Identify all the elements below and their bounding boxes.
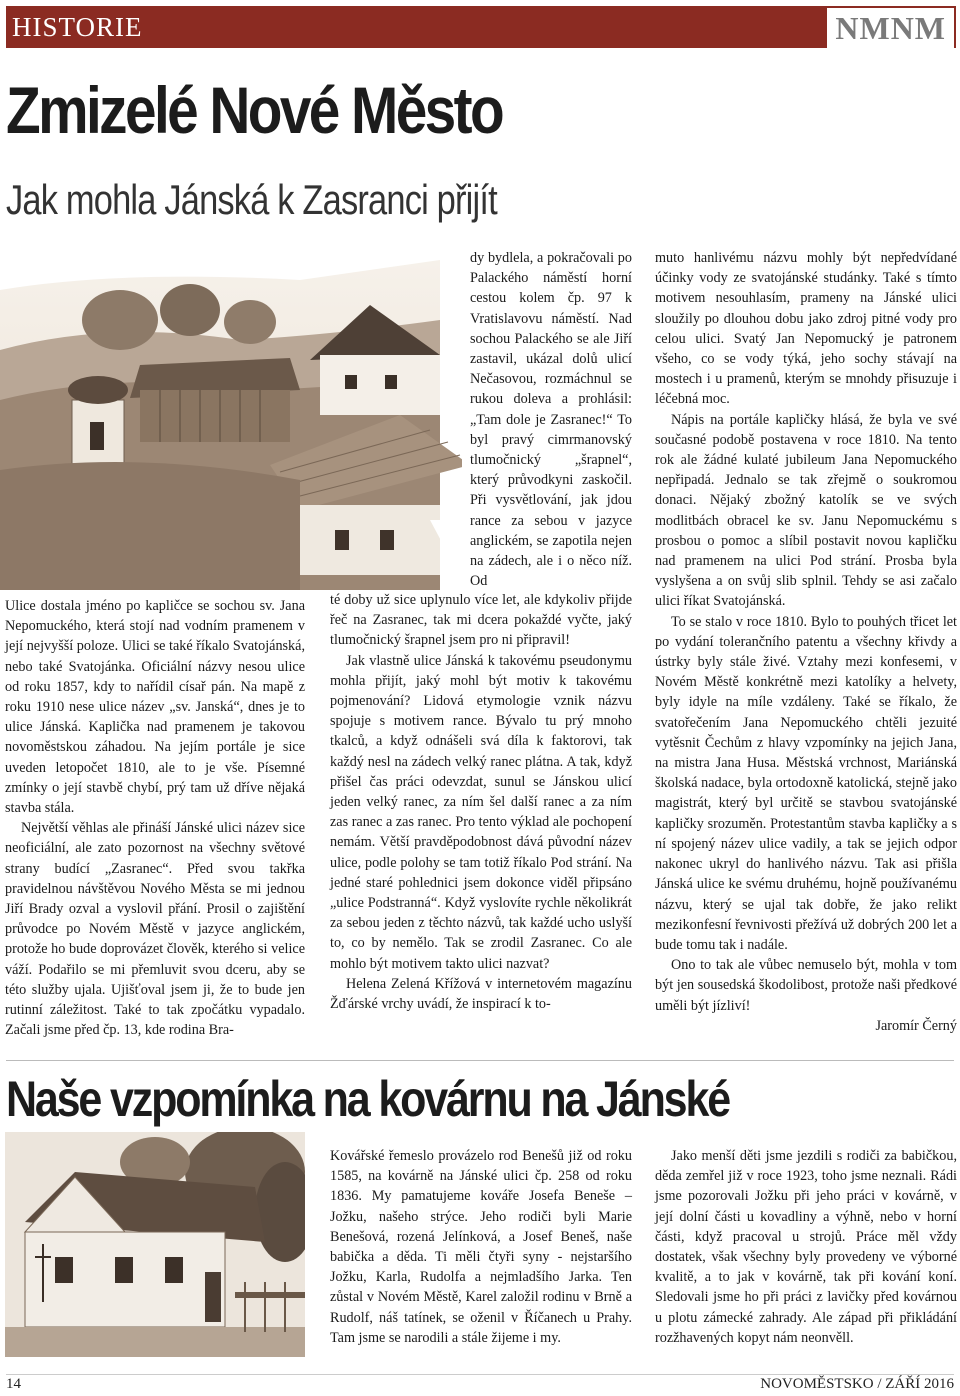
article-paragraph: té doby už sice uplynulo více let, ale kdykoliv přijde řeč na Zasranec, tak mi dcera pokaždé vyčte, jaký tlumočnický šrapnel jsem pro ni připravil! — [330, 592, 632, 649]
footer-divider — [6, 1374, 954, 1375]
article-paragraph: dy bydlela, a pokračovali po Palackého náměstí horní cestou kolem čp. 97 k Vratislavovu náměstí. Nad sochou Palackého se ale Jiří zastavil, ukázal dolů ulicí Nečasovou, rozmáchnul se rukou doleva a prohlásil: „Tam dole je Zasranec!“ To byl pravý cimrmanovský tlumočnický „šrapnel“, který průvodkyni zaskočil. Při vysvětlování, jak jdou rance za sebou v jazyce anglickém, se zapotila nejen na zádech, ale i o něco níž. Od — [470, 250, 632, 590]
article-divider — [6, 1060, 954, 1061]
article-column-2-top — [470, 248, 632, 591]
article-column-3 — [655, 248, 957, 1036]
article-column-2 — [330, 590, 632, 1014]
article-paragraph: Ono to tak ale vůbec nemuselo být, mohla v tom být jen sousedská škodolibost, protože naši předkové uměli být jízliví! — [655, 957, 957, 1014]
article2-title: Naše vzpomínka na kovárnu na Jánské — [6, 1071, 729, 1127]
page-number: 14 — [6, 1376, 21, 1392]
article-title: Zmizelé Nové Město — [6, 73, 503, 147]
chapel-photo — [0, 250, 462, 590]
section-label: HISTORIE — [12, 12, 143, 42]
section-header-bar — [6, 6, 956, 48]
article-paragraph: muto hanlivému názvu mohly být nepředvídané účinky vody ze svatojánské studánky. Také s tímto motivem nesouhlasím, prameny na Jánské ulici sloužily po dlouhou dobu jako zdroj pitné vody pro celou ulici. Svatý Jan Nepomucký je patronem všeho, co se vody týká, jeho sochy stávají na mostech i u pramenů, kterým se mnohdy přisuzuje i léčebná moc. — [655, 250, 957, 408]
article-column-1 — [5, 596, 305, 1040]
article-paragraph: Největší věhlas ale přináší Jánské ulici název sice neoficiální, ale zato pozornost na všechny světové strany budící „Zasranec“. Před svou takřka pravidelnou návštěvou Nového Města se mi jednou Jiří Brady ozval a vyslovil přání. Prosil o zajištění průvodce po Novém Městě v jazyce anglickém, protože ho bude doprovázet člověk, kterého si velice váží. Podařilo se mi přemluvit svou dceru, aby se této služby ujala. Ujišťoval jsem ji, že to bude jen rutinní záležitost. Také to tak zpočátku vypadalo. Začali jsme před čp. 13, kde rodina Bra- — [5, 820, 305, 1039]
article2-column-3 — [655, 1146, 957, 1348]
article-paragraph: To se stalo v roce 1810. Bylo to pouhých třicet let po vydání tolerančního patentu a všechny křivdy a ústrky byly stále živé. Vztahy mezi konfesemi, v Novém Městě konkrétně mezi katolíky a helvety, byly idyle na míle vzdáleny. Také se říkalo, že svatořečením Jana Nepomuckého chtěli jezuité vytěsnit Čechům z hlavy vzpomínky na jejich Jana, na mistra Jana Husa. Městská vrchnost, Mariánská školská nadace, byla ortodoxně katolická, stejně jako magistrát, který byl určitě se stavbou svatojánské kapličky srozuměn. Protestantům stavba kapličky a s ní spojený název ulice vadily, a tak se jejich odpor nakonec ukryl do hanlivého názvu. Tak asi přišla Jánská ulice ke svému druhému, hojně používanému názvu, který se ujal tak dobře, že jako relikt mezikonfesní řevnivosti přežívá už dobrých 200 let a bude tomu tak i nadále. — [655, 613, 957, 953]
issue-label: NOVOMĚSTSKO / ZÁŘÍ 2016 — [760, 1376, 954, 1392]
article-paragraph: Helena Zelená Křížová v internetovém magazínu Žďárské vrchy uvádí, že inspirací k to- — [330, 975, 632, 1013]
article-paragraph: Nápis na portále kapličky hlásá, že byla ve své současné podobě postavena v roce 1810. Na tento rok ale žádné kulaté jubileum Jana Nepomuckého nepřipadá. Jednalo se tak zřejmě o soukromou donaci. Nějaký zbožný katolík se ve svých modlitbách obracel ke sv. Janu Nepomuckému s prosbou o pomoc a slíbil postavit novou kapličku nad pramenem na ulici Pod strání. Prosba byla vyslyšena a on svůj slib splnil. Tehdy se asi začalo ulici říkat Svatojánská. — [655, 411, 957, 610]
article-paragraph: Jak vlastně ulice Jánská k takovému pseudonymu mohla přijít, jaký mohl být motiv k takovému pojmenování? Lidová etymologie vznik názvu spojuje s motivem rance. Bývalo tu prý mnoho tkalců, a když odnášeli svá díla k faktorovi, tak každý nesl na zádech velký ranec plátna. A tak, když přišel čas práci odevzdat, sunul se Jánskou ulicí jeden velký ranec, za ním šel další ranec a za ním zas ranec a zas ranec. Pro tento výklad ale pochopení nemám. Větší pravděpodobnost dává původní název ulice, podle polohy se tam totiž říkalo Pod strání. Na jedné staré pohlednici jsem dokonce viděl připsáno „ulice Podstranná“. Když vyslovíte rychle několikrát za sebou jeden z těchto názvů, tak každé ucho uslyší to, co by nemělo. Tak se zrodil Zasranec. Co ale mohlo být motivem takto ulici nazvat? — [330, 652, 632, 972]
article2-paragraph: Jako menší děti jsme jezdili s rodiči za babičkou, děda zemřel již v roce 1923, toho jsme neznali. Rádi jsme pozorovali Jožku při jeho práci v kovárně, v její dolní části u kovadliny a výhně, nebo v horní části, když pracoval u strojů. Práce měl vždy dostatek, však všechny byly provedeny ve výborné kvalitě, a to jak v kovárně, tak při kování koní. Sledovali jsme ho při práci z lavičky před kovárnou u plotu zámecké zahrady. Ale západ při přikládání rozžhavených kopyt nám neonvěll. — [655, 1148, 957, 1346]
article-subtitle: Jak mohla Jánská k Zasranci přijít — [6, 176, 497, 223]
article2-column-2 — [330, 1146, 632, 1348]
author-signature: Jaromír Černý — [875, 1017, 957, 1034]
masthead-logo: NMNM — [827, 8, 954, 48]
photo-caption: Ulice dostala jméno po kapličce se sochou sv. Jana Nepomuckého, která stojí nad vodním pramenem v její nejvyšší poloze. Ulici se také říkalo Svatojánská, nebo také Svatojánka. Oficiální názvy nesou ulice od roku 1857, kdy to nařídil císař pán. Na mapě z roku 1910 nese ulice název „sv. Janská“, dnes je to ulice Jánská. Kaplička nad pramenem je takovou novoměstskou záhadou. Na jejím portále je sice uveden letopočet 1810, ale to je vše. Písemné zmínky o její stavbě chybí, prý tam už dříve nějaká stavba stála. — [5, 598, 305, 817]
smithy-photo — [5, 1132, 305, 1357]
article2-paragraph: Kovářské řemeslo provázelo rod Benešů již od roku 1585, na kovárně na Jánské ulici čp. 258 od roku 1836. My pamatujeme kováře Josefa Beneše – Jožku, našeho strýce. Jeho rodiči byli Marie Benešová, rozená Jelínková, a Josef Beneš, naše babička a děda. Ti měli čtyři syny - nejstaršího Jožku, Karla, Rudolfa a nejmladšího Jarka. Ten zůstal v Novém Městě, Karel založil rodinu v Brně a Rudolf, náš tatínek, se oženil v Říčanech u Prahy. Tam jsme se narodili a stále žijeme i my. — [330, 1148, 632, 1346]
